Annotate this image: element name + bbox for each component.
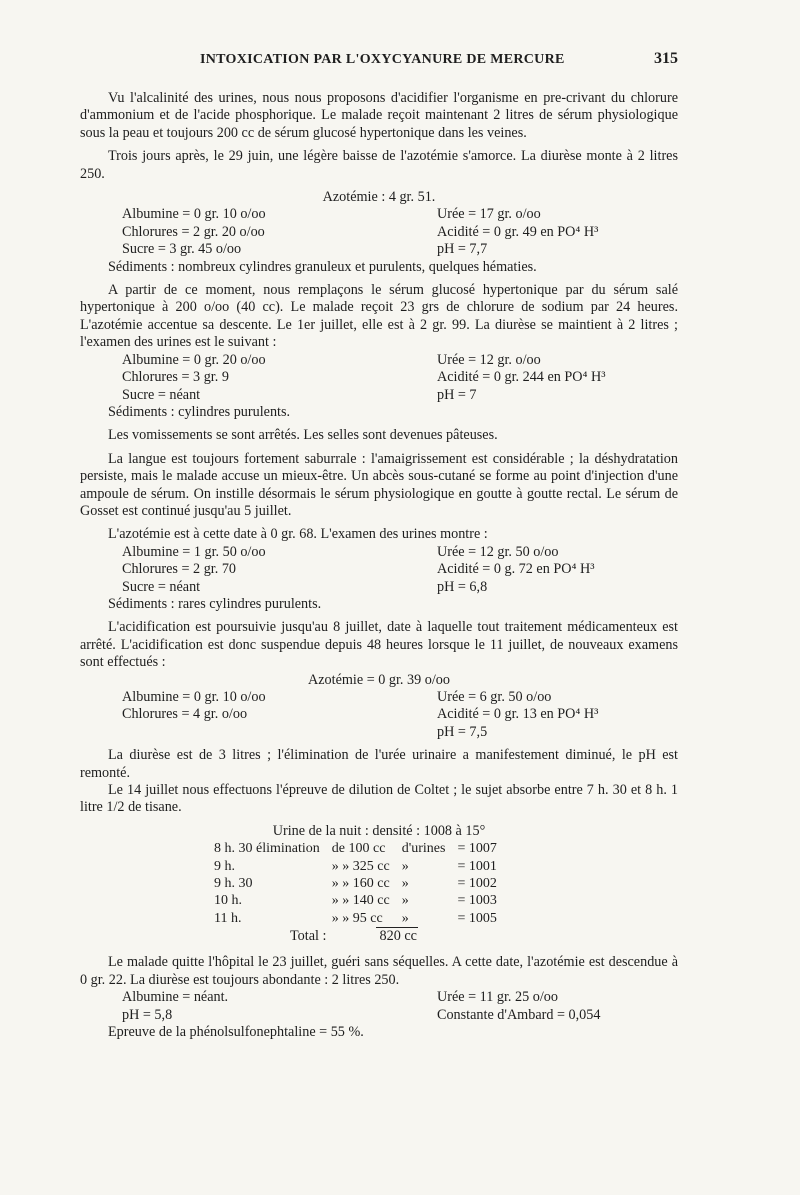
paragraph: A partir de ce moment, nous remplaçons le sérum glucosé hypertonique par du sérum salé hypertonique à 200 o/oo (40 cc). Le malade reçoit 23 grs de chlorure de sodium par 24 heures. L'azotémie accentue sa descente. Le 1er juillet, elle est à 2 gr. 99. La diurèse se maintient à 2 litres ; l'examen des urines est le suivant : [80, 282, 678, 351]
urine-analysis-5 [80, 989, 678, 1024]
analysis-cell: Chlorures = 4 gr. o/oo [122, 706, 248, 723]
analysis-cell: Acidité = 0 gr. 49 en PO⁴ H³ [437, 223, 599, 240]
table-cell: 10 h. [214, 893, 242, 909]
table-cell: 9 h. [214, 858, 235, 874]
analysis-cell: Sucre = 3 gr. 45 o/oo [122, 241, 242, 258]
paragraph: La diurèse est de 3 litres ; l'élimination de l'urée urinaire a manifestement diminué, le pH est remonté. [80, 747, 678, 781]
analysis-cell: Urée = 17 gr. o/oo [437, 206, 541, 223]
table-cell: 11 h. [214, 910, 242, 926]
total-label: Total : [290, 928, 327, 945]
paragraph: Le 14 juillet nous effectuons l'épreuve de dilution de Coltet ; le sujet absorbe entre 7 h. 30 et 8 h. 1 litre 1/2 de tisane. [80, 782, 678, 816]
analysis-cell: Albumine = 1 gr. 50 o/oo [122, 543, 266, 560]
table-cell: = 1007 [457, 841, 497, 857]
paragraph: Trois jours après, le 29 juin, une légère baisse de l'azotémie s'amorce. La diurèse monte à 2 litres 250. [80, 148, 678, 182]
paragraph: Les vomissements se sont arrêtés. Les selles sont devenues pâteuses. [108, 427, 498, 444]
table-row [208, 840, 503, 857]
table-cell: = 1005 [457, 910, 497, 926]
table-cell: » [401, 893, 409, 909]
table-cell: » » 160 cc [331, 876, 390, 892]
analysis-cell: Constante d'Ambard = 0,054 [437, 1006, 601, 1023]
analysis-cell: pH = 6,8 [437, 578, 488, 595]
analysis-cell: Acidité = 0 gr. 244 en PO⁴ H³ [437, 369, 606, 386]
table-cell: » » 95 cc [331, 910, 383, 926]
paragraph: Vu l'alcalinité des urines, nous nous proposons d'acidifier l'organisme en pre-crivant du chlorure d'ammonium et de l'acide phosphorique. Le malade reçoit maintenant 2 litres de sérum physiologique sous la peau et toujours 200 cc de sérum glucosé hypertonique dans les veines. [80, 90, 678, 141]
table-row [208, 875, 503, 892]
sediments-line: Sédiments : cylindres purulents. [108, 403, 291, 420]
table-cell: 9 h. 30 [214, 876, 253, 892]
sediments-line: Sédiments : nombreux cylindres granuleux et purulents, quelques hématies. [108, 258, 537, 275]
table-cell: » » 325 cc [331, 858, 390, 874]
analysis-cell: Urée = 12 gr. 50 o/oo [437, 543, 559, 560]
total-value: 820 cc [379, 928, 417, 945]
page-number: 315 [654, 50, 678, 67]
analysis-cell: Albumine = 0 gr. 20 o/oo [122, 351, 266, 368]
table-cell: = 1003 [457, 893, 497, 909]
running-header [0, 52, 800, 76]
urine-analysis-3 [80, 544, 678, 596]
table-cell: de 100 cc [331, 841, 386, 857]
running-title: INTOXICATION PAR L'OXYCYANURE DE MERCURE [200, 52, 565, 67]
urine-heading: Urine de la nuit : densité : 1008 à 15° [272, 822, 486, 839]
urine-analysis-1 [80, 206, 678, 258]
analysis-cell: Urée = 6 gr. 50 o/oo [437, 689, 552, 705]
table-cell: 8 h. 30 élimination [214, 841, 320, 857]
table-cell: d'urines [401, 841, 446, 857]
paragraph: Epreuve de la phénolsulfonephtaline = 55 %. [108, 1023, 364, 1040]
urine-analysis-4 [80, 689, 678, 741]
analysis-cell: Albumine = 0 gr. 10 o/oo [122, 206, 266, 223]
table-row [208, 858, 503, 875]
analysis-cell [122, 724, 437, 741]
analysis-cell: Acidité = 0 gr. 13 en PO⁴ H³ [437, 706, 599, 723]
table-cell: » » 140 cc [331, 893, 390, 909]
table-cell: » [401, 876, 409, 892]
dilution-test-table [208, 840, 503, 927]
analysis-cell: Acidité = 0 g. 72 en PO⁴ H³ [437, 561, 595, 578]
table-cell: = 1001 [457, 858, 497, 874]
table-cell: = 1002 [457, 876, 497, 892]
analysis-cell: Sucre = néant [122, 386, 201, 403]
analysis-cell: Urée = 11 gr. 25 o/oo [437, 989, 558, 1006]
table-row [208, 910, 503, 927]
paragraph: L'azotémie est à cette date à 0 gr. 68. L'examen des urines montre : [108, 526, 488, 543]
analysis-cell: Albumine = 0 gr. 10 o/oo [122, 689, 266, 705]
analysis-cell: Chlorures = 2 gr. 70 [122, 561, 237, 578]
analysis-cell: pH = 5,8 [122, 1006, 173, 1023]
sediments-line: Sédiments : rares cylindres purulents. [108, 595, 322, 612]
analysis-cell: Chlorures = 3 gr. 9 [122, 369, 229, 386]
azotemie-line: Azotémie : 4 gr. 51. [322, 189, 436, 206]
analysis-cell: pH = 7,5 [437, 723, 488, 740]
table-row [208, 892, 503, 909]
analysis-cell: Sucre = néant [122, 578, 201, 595]
analysis-cell: pH = 7,7 [437, 241, 488, 258]
page-body [80, 90, 678, 1041]
table-cell: » [401, 858, 409, 874]
total-row [80, 928, 678, 948]
paragraph: La langue est toujours fortement saburrale : l'amaigrissement est considérable ; la déshydratation persiste, mais le malade accuse un mieux-être. Un abcès sous-cutané se forme au point d'injection d'une ampoule de sérum. On instille désormais le sérum physiologique en goutte à goutte rectal. Le sérum de Gosset est continué jusqu'au 5 juillet. [80, 450, 678, 519]
urine-analysis-2 [80, 352, 678, 404]
azotemie-line: Azotémie = 0 gr. 39 o/oo [308, 671, 450, 688]
paragraph: Le malade quitte l'hôpital le 23 juillet, guéri sans séquelles. A cette date, l'azotémie est descendue à 0 gr. 22. La diurèse est toujours abondante : 2 litres 250. [80, 954, 678, 988]
analysis-cell: Albumine = néant. [122, 989, 229, 1006]
table-cell: » [401, 910, 409, 926]
analysis-cell: Urée = 12 gr. o/oo [437, 351, 541, 368]
analysis-cell: Chlorures = 2 gr. 20 o/oo [122, 223, 265, 240]
paragraph: L'acidification est poursuivie jusqu'au 8 juillet, date à laquelle tout traitement médicamenteux est arrêté. L'acidification est donc suspendue depuis 48 heures lorsque le 11 juillet, de nouveaux examens sont effectués : [80, 619, 678, 671]
analysis-cell: pH = 7 [437, 386, 477, 403]
